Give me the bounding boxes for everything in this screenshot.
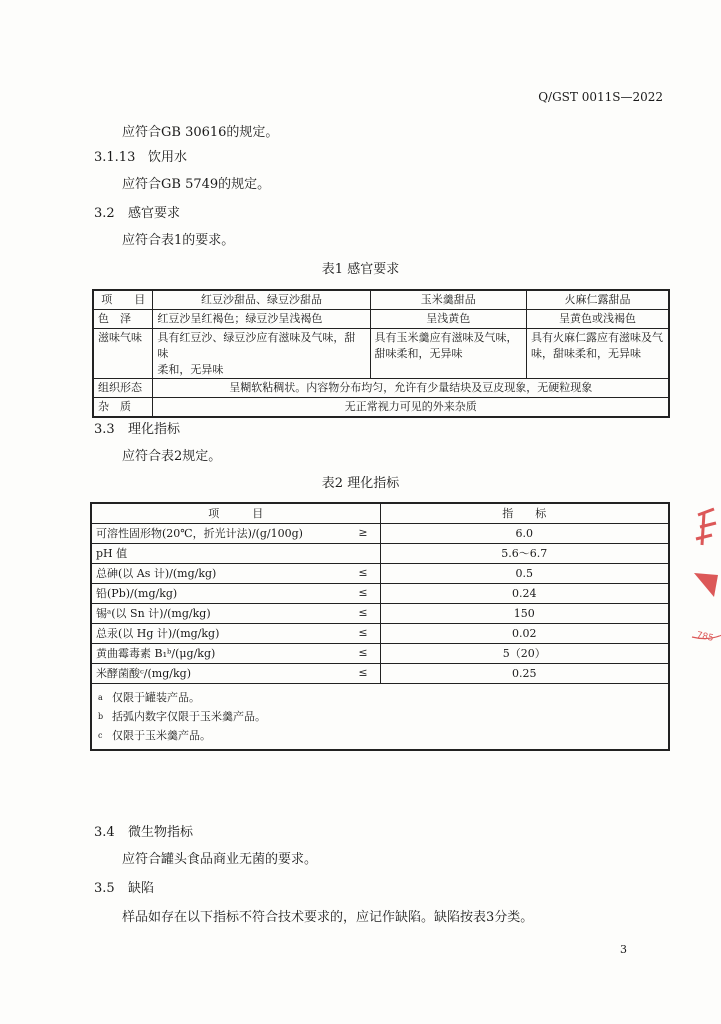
- comparison-symbol: ≤: [358, 626, 368, 639]
- table-row: [93, 379, 669, 398]
- table-cell: 150: [380, 604, 669, 624]
- table-cell: 红豆沙呈红褐色；绿豆沙呈浅褐色: [153, 310, 370, 329]
- table-cell: 0.5: [380, 564, 669, 584]
- table-notes-row: [91, 684, 669, 751]
- cell-line: 具有火麻仁露应有滋味及气: [530, 331, 663, 344]
- table-cell: 0.25: [380, 664, 669, 684]
- note-mark: a: [98, 693, 103, 702]
- table-row: [91, 644, 669, 664]
- paragraph: 样品如存在以下指标不符合技术要求的，应记作缺陷。缺陷按表3分类。: [122, 910, 534, 925]
- comparison-symbol: ≤: [358, 666, 368, 679]
- seal-stamp-icon: [684, 505, 721, 655]
- physicochemical-table: [90, 502, 670, 751]
- section-number: 3.4: [94, 825, 115, 840]
- table-row: [91, 584, 669, 604]
- item-name: 总砷(以 As 计)/(mg/kg): [96, 566, 217, 580]
- item-name: 米酵菌酸ᶜ/(mg/kg): [96, 666, 191, 680]
- table-row: [91, 664, 669, 684]
- table-cell: 0.24: [380, 584, 669, 604]
- table-notes: [91, 684, 669, 751]
- seal-text: 785: [695, 630, 715, 644]
- comparison-symbol: ≤: [358, 566, 368, 579]
- table-note: [98, 688, 662, 707]
- table-row: [91, 624, 669, 644]
- section-number: 3.1.13: [94, 150, 136, 165]
- paragraph: 应符合表2规定。: [122, 449, 222, 464]
- comparison-symbol: ≤: [358, 646, 368, 659]
- document-code: Q/GST 0011S—2022: [538, 90, 663, 104]
- cell-line: 柔和，无异味: [157, 363, 224, 376]
- section-title: 理化指标: [128, 422, 181, 437]
- comparison-symbol: ≥: [358, 526, 368, 539]
- paragraph: 应符合GB 5749的规定。: [122, 177, 271, 192]
- table-cell: 色 泽: [93, 310, 153, 329]
- paragraph: 应符合GB 30616的规定。: [122, 125, 279, 140]
- table-cell: [91, 544, 380, 564]
- table-header-cell: 指 标: [380, 503, 669, 524]
- table-cell: 无正常视力可见的外来杂质: [153, 398, 669, 418]
- note-text: 括弧内数字仅限于玉米羹产品。: [112, 710, 266, 723]
- table-row: [93, 329, 669, 379]
- table-header-cell: 火麻仁露甜品: [526, 290, 669, 310]
- sensory-table: [92, 289, 670, 418]
- table-cell: 5（20）: [380, 644, 669, 664]
- table-row: [91, 564, 669, 584]
- table1-caption: 表1 感官要求: [321, 262, 400, 277]
- item-name: 铅(Pb)/(mg/kg): [96, 586, 178, 600]
- table-body: [91, 524, 669, 684]
- table-header-cell: 项 目: [93, 290, 153, 310]
- table-cell: [91, 564, 380, 584]
- item-name: 可溶性固形物(20℃，折光计法)/(g/100g): [96, 526, 303, 540]
- section-title: 缺陷: [128, 881, 155, 896]
- table-cell: 呈黄色或浅褐色: [526, 310, 669, 329]
- table-cell: [91, 624, 380, 644]
- table-cell: 5.6～6.7: [380, 544, 669, 564]
- table-cell: 0.02: [380, 624, 669, 644]
- page-number: 3: [620, 943, 627, 956]
- table-cell: [91, 644, 380, 664]
- table-cell: [153, 329, 370, 379]
- table-row: [91, 604, 669, 624]
- item-name: 总汞(以 Hg 计)/(mg/kg): [96, 626, 220, 640]
- note-mark: b: [98, 712, 104, 721]
- note-text: 仅限于罐装产品。: [112, 691, 200, 704]
- table-note: [98, 707, 662, 726]
- note-text: 仅限于玉米羹产品。: [112, 729, 211, 742]
- table-row: [93, 310, 669, 329]
- table-row: [91, 524, 669, 544]
- table-row: [93, 398, 669, 418]
- table-row: [91, 544, 669, 564]
- table-cell: 杂 质: [93, 398, 153, 418]
- table-cell: [526, 329, 669, 379]
- item-name: pH 值: [96, 546, 128, 560]
- section-title: 微生物指标: [128, 825, 194, 840]
- table-cell: [370, 329, 526, 379]
- cell-line: 具有红豆沙、绿豆沙应有滋味及气味，甜味: [157, 331, 356, 360]
- paragraph: 应符合罐头食品商业无菌的要求。: [122, 852, 318, 867]
- item-name: 锡ᵃ(以 Sn 计)/(mg/kg): [96, 606, 211, 620]
- section-number: 3.3: [94, 422, 115, 437]
- table-cell: 滋味气味: [93, 329, 153, 379]
- table-cell: [91, 604, 380, 624]
- table-header-cell: 红豆沙甜品、绿豆沙甜品: [153, 290, 370, 310]
- table-cell: [91, 524, 380, 544]
- paragraph: 应符合表1的要求。: [122, 233, 235, 248]
- table-cell: [91, 584, 380, 604]
- comparison-symbol: ≤: [358, 606, 368, 619]
- table-header-row: [93, 290, 669, 310]
- table-header-cell: 项 目: [91, 503, 380, 524]
- note-mark: c: [98, 731, 103, 740]
- table-cell: 组织形态: [93, 379, 153, 398]
- table-cell: 呈浅黄色: [370, 310, 526, 329]
- section-number: 3.2: [94, 206, 115, 221]
- table-cell: 6.0: [380, 524, 669, 544]
- table-note: [98, 726, 662, 745]
- cell-line: 味，甜味柔和，无异味: [530, 347, 641, 360]
- table-cell: 呈糊软粘稠状。内容物分布均匀，允许有少量结块及豆皮现象，无硬粒现象: [153, 379, 669, 398]
- item-name: 黄曲霉毒素 B₁ᵇ/(μg/kg): [96, 646, 216, 660]
- section-title: 感官要求: [128, 206, 181, 221]
- table-header-row: [91, 503, 669, 524]
- table2-caption: 表2 理化指标: [321, 476, 400, 491]
- section-title: 饮用水: [148, 150, 188, 165]
- section-number: 3.5: [94, 881, 115, 896]
- table-cell: [91, 664, 380, 684]
- cell-line: 具有玉米羹应有滋味及气味，: [374, 331, 518, 344]
- table-header-cell: 玉米羹甜品: [370, 290, 526, 310]
- cell-line: 甜味柔和，无异味: [374, 347, 463, 360]
- comparison-symbol: ≤: [358, 586, 368, 599]
